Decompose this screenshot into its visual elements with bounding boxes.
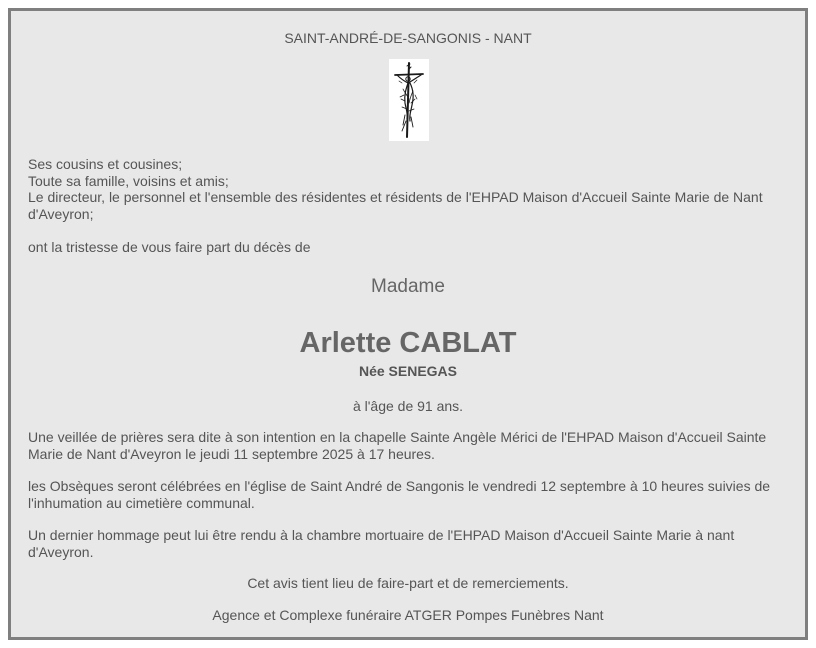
mourners-list — [28, 156, 798, 222]
announcement-text: ont la tristesse de vous faire part du décès de — [28, 239, 311, 255]
maiden-name: Née SENEGAS — [358, 363, 458, 379]
civility-title: Madame — [371, 276, 445, 297]
vigil-paragraph: Une veillée de prières sera dite à son intention en la chapelle Sainte Angèle Mérici de l'EHPAD Maison d'Accueil Sainte Marie de Nant d'Aveyron le jeudi 11 septembre 2025 à 17 heures. — [28, 429, 767, 462]
crucifix-icon — [389, 59, 429, 141]
obituary-notice — [8, 8, 808, 640]
closing-text: Cet avis tient lieu de faire-part et de remerciements. — [247, 575, 569, 591]
mourners-line: Ses cousins et cousines; — [28, 156, 183, 172]
funeral-agency: Agence et Complexe funéraire ATGER Pompes Funèbres Nant — [212, 607, 604, 623]
mourners-line: Toute sa famille, voisins et amis; — [28, 172, 229, 189]
deceased-name: Arlette CABLAT — [299, 327, 517, 359]
location-header: SAINT-ANDRÉ-DE-SANGONIS - NANT — [284, 30, 532, 46]
tribute-paragraph: Un dernier hommage peut lui être rendu à la chambre mortuaire de l'EHPAD Maison d'Accueil Sainte Marie à nant d'Aveyron. — [28, 527, 735, 560]
funeral-paragraph: les Obsèques seront célébrées en l'église de Saint André de Sangonis le vendredi 12 septembre à 10 heures suivies de l'inhumation au cimetière communal. — [28, 478, 771, 511]
mourners-line: Le directeur, le personnel et l'ensemble des résidentes et résidents de l'EHPAD Maison d'Accueil Sainte Marie de Nant d'Aveyron; — [28, 189, 763, 222]
age-text: à l'âge de 91 ans. — [352, 398, 464, 414]
